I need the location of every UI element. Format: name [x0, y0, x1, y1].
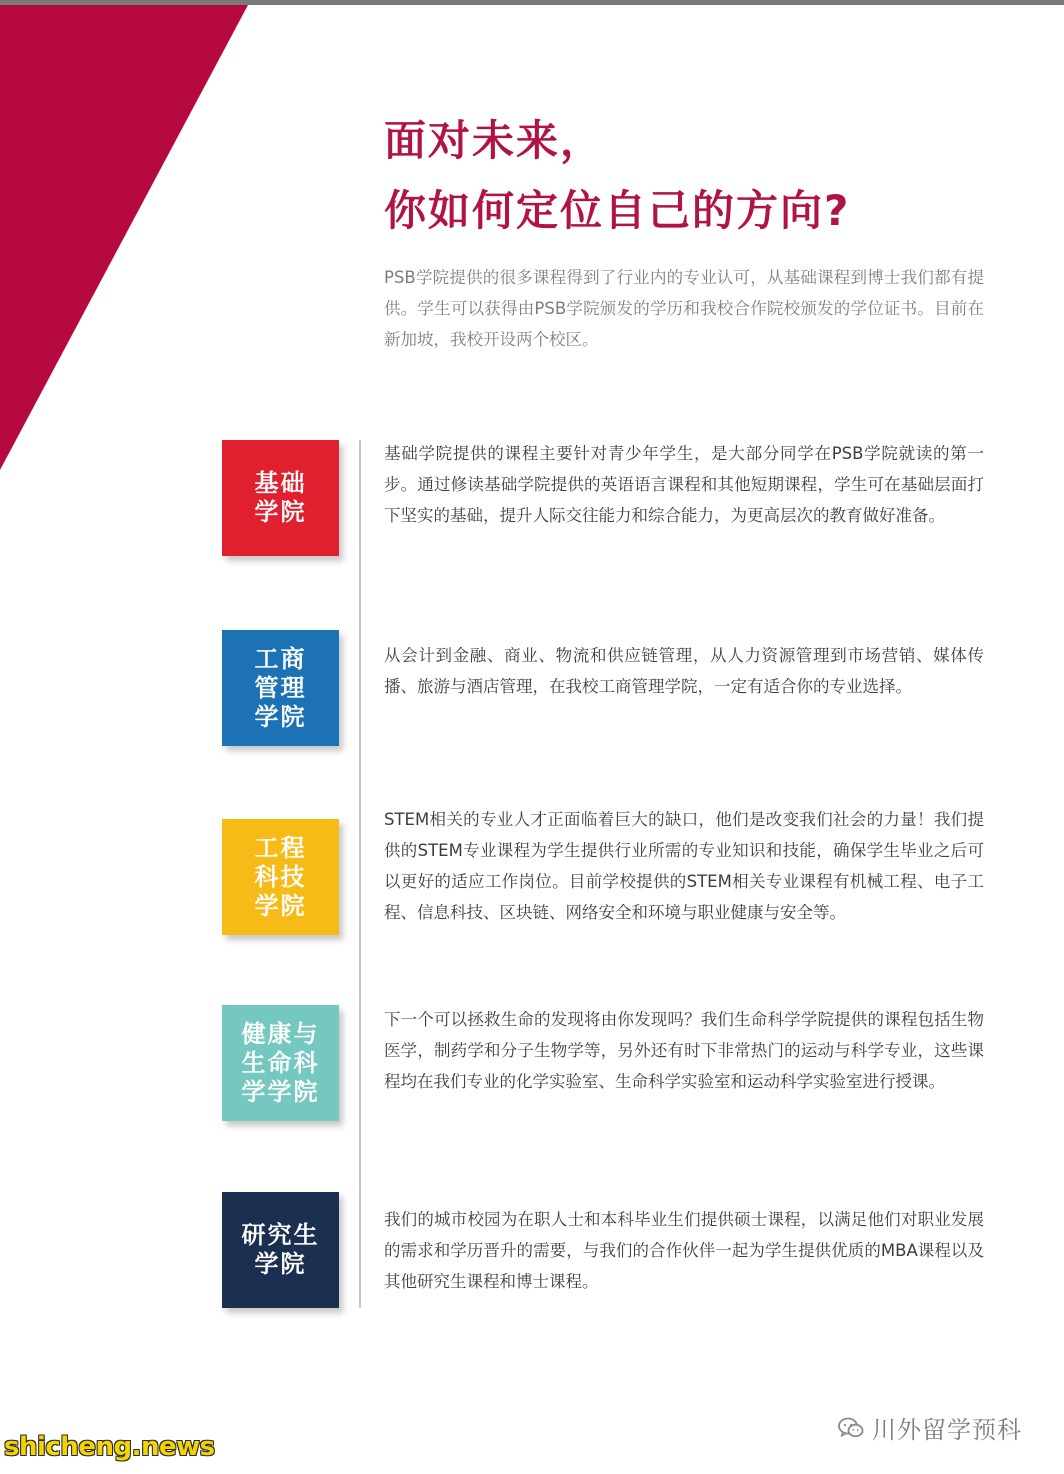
- corner-triangle-decoration: [0, 0, 260, 480]
- badge-line: 管理: [254, 673, 307, 702]
- school-description-engineering: STEM相关的专业人才正面临着巨大的缺口，他们是改变我们社会的力量！我们提供的STEM专业课程为学生提供行业所需的专业知识和技能，确保学生毕业之后可以更好的适应工作岗位。目前学校提供的STEM相关专业课程有机械工程、电子工程、信息科技、区块链、网络安全和环境与职业健康与安全等。: [384, 810, 984, 922]
- badge-line: 健康与: [241, 1019, 320, 1048]
- badge-line: 基础: [254, 469, 307, 497]
- school-description-business: 从会计到金融、商业、物流和供应链管理，从人力资源管理到市场营销、媒体传播、旅游与酒店管理，在我校工商管理学院，一定有适合你的专业选择。: [384, 646, 984, 696]
- site-watermark: shicheng.news: [4, 1432, 215, 1462]
- wechat-account-mark: [838, 1410, 1022, 1445]
- school-description-life-sciences: 下一个可以拯救生命的发现将由你发现吗？我们生命科学学院提供的课程包括生物医学，制药学和分子生物学等，另外还有时下非常热门的运动与科学专业，这些课程均在我们专业的化学实验室、生命科学实验室和运动科学实验室进行授课。: [384, 1010, 984, 1091]
- school-badge-engineering: [222, 819, 339, 935]
- badge-line: 学院: [254, 702, 307, 731]
- intro-paragraph: PSB学院提供的很多课程得到了行业内的专业认可，从基础课程到博士我们都有提供。学生可以获得由PSB学院颁发的学历和我校合作院校颁发的学位证书。目前在新加坡，我校开设两个校区。: [384, 268, 984, 349]
- badge-line: 工程: [254, 833, 307, 862]
- badge-line: 研究生: [241, 1221, 320, 1249]
- school-badge-business: [222, 630, 339, 746]
- school-badge-life-sciences: [222, 1005, 339, 1121]
- badge-line: 学院: [254, 891, 307, 920]
- school-badge-graduate: [222, 1192, 339, 1308]
- headline: [384, 106, 984, 246]
- badge-line: 学院: [254, 1250, 307, 1278]
- badge-line: 学院: [254, 498, 307, 526]
- school-badge-foundation: [222, 440, 339, 556]
- wechat-account-name: 川外留学预科: [872, 1416, 1022, 1444]
- badge-line: 生命科: [241, 1048, 320, 1077]
- school-description-foundation: 基础学院提供的课程主要针对青少年学生，是大部分同学在PSB学院就读的第一步。通过修读基础学院提供的英语语言课程和其他短期课程，学生可在基础层面打下坚实的基础，提升人际交往能力和综合能力，为更高层次的教育做好准备。: [384, 444, 984, 525]
- badge-line: 科技: [254, 862, 307, 891]
- badge-line: 工商: [254, 644, 307, 673]
- wechat-icon: [838, 1417, 864, 1439]
- badge-line: 学学院: [241, 1077, 320, 1106]
- headline-line-2: 你如何定位自己的方向?: [384, 186, 851, 235]
- headline-line-1: 面对未来，: [384, 116, 605, 165]
- timeline-divider: [359, 440, 361, 1308]
- school-description-graduate: 我们的城市校园为在职人士和本科毕业生们提供硕士课程，以满足他们对职业发展的需求和学历晋升的需要，与我们的合作伙伴一起为学生提供优质的MBA课程以及其他研究生课程和博士课程。: [384, 1210, 984, 1291]
